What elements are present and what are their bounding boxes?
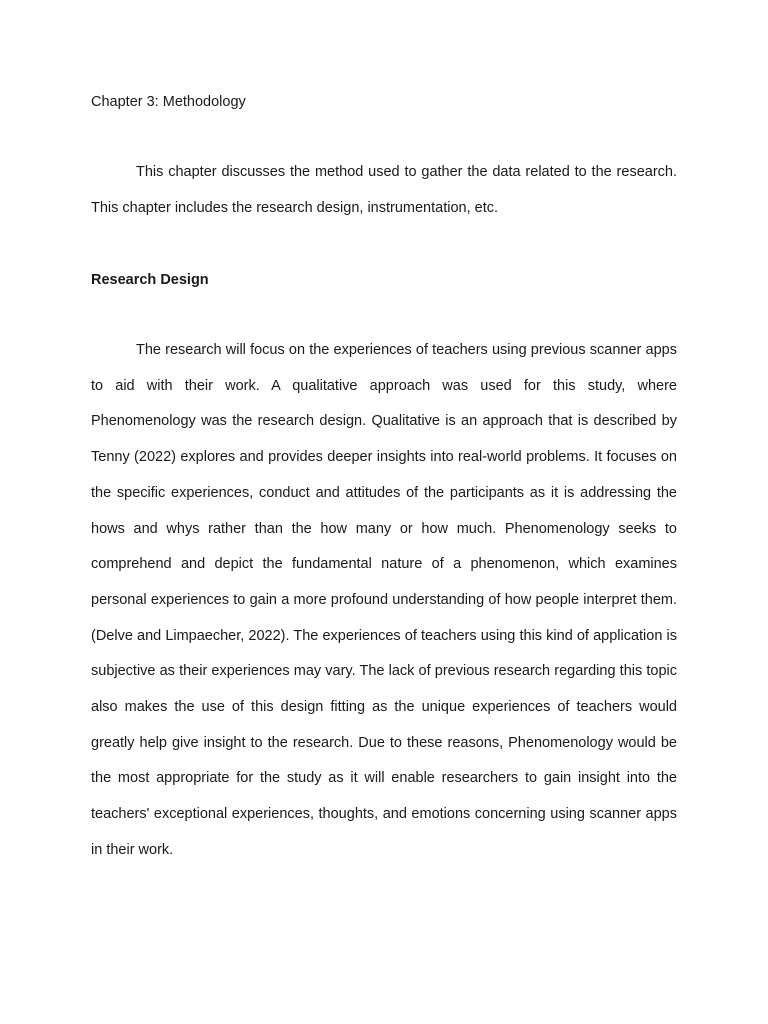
section-heading-research-design: Research Design bbox=[91, 272, 209, 288]
research-design-paragraph: The research will focus on the experiences of teachers using previous scanner apps to aid with their work. A qualitative approach was used for this study, where Phenomenology was the research design. Qualitative is an approach that is described by Tenny (2022) explores and provides deeper insights into real-world problems. It focuses on the specific experiences, conduct and attitudes of the participants as it is addressing the hows and whys rather than the how many or how much. Phenomenology seeks to comprehend and depict the fundamental nature of a phenomenon, which examines personal experiences to gain a more profound understanding of how people interpret them. (Delve and Limpaecher, 2022). The experiences of teachers using this kind of application is subjective as their experiences may vary. The lack of previous research regarding this topic also makes the use of this design fitting as the unique experiences of teachers would greatly help give insight to the research. Due to these reasons, Phenomenology would be the most appropriate for the study as it will enable researchers to gain insight into the teachers' exceptional experiences, thoughts, and emotions concerning using scanner apps in their work. bbox=[91, 342, 677, 858]
chapter-title: Chapter 3: Methodology bbox=[91, 94, 246, 110]
intro-paragraph: This chapter discusses the method used to gather the data related to the research. This chapter includes the research design, instrumentation, etc. bbox=[91, 164, 677, 216]
